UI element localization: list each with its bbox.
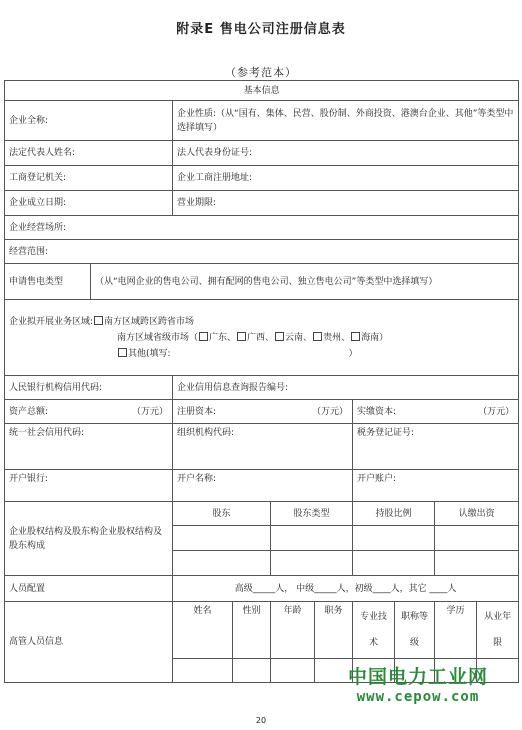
exec-age-header: 年龄: [271, 602, 315, 659]
subscribed-capital-cell[interactable]: [435, 551, 519, 576]
watermark-url: www.cepow.com: [356, 689, 480, 705]
shareholder-cell[interactable]: [173, 551, 271, 576]
checkbox-yunnan[interactable]: [275, 332, 284, 341]
checkbox-cross-region[interactable]: [94, 316, 103, 325]
exec-title-header: 职称等级: [395, 602, 435, 659]
exec-cell[interactable]: [233, 659, 271, 683]
exec-education-header: 学历: [435, 602, 477, 659]
apply-type-label: 申请售电类型: [5, 264, 91, 300]
shareholder-type-cell[interactable]: [271, 551, 353, 576]
account-name-field: 开户名称:: [173, 470, 353, 502]
exec-cell[interactable]: [173, 659, 233, 683]
subscribed-capital-cell[interactable]: [435, 526, 519, 551]
province-guangxi: 广西、: [247, 332, 275, 343]
province-guizhou: 贵州、: [323, 332, 351, 343]
share-ratio-header: 持股比例: [353, 502, 435, 526]
registration-form-table: [4, 80, 519, 683]
province-hainan: 海南: [361, 332, 380, 343]
area-label: 企业拟开展业务区域:: [9, 316, 94, 327]
paid-capital-label: 实缴资本:: [357, 406, 397, 417]
business-reg-address-field: 企业工商注册地址:: [173, 166, 519, 191]
area-other-label: 其他(填写:: [128, 348, 171, 359]
established-date-field: 企业成立日期:: [5, 191, 173, 216]
pboc-credit-code-field: 人民银行机构信用代码:: [5, 376, 173, 400]
registered-capital-label: 注册资本:: [177, 406, 217, 417]
exec-years-header: 从业年限: [477, 602, 519, 659]
shareholding-label: 企业股权结构及股东构企业股权结构及股东构成: [5, 502, 173, 576]
checkbox-other[interactable]: [118, 348, 127, 357]
area-provincial-prefix: 南方区域省级市场（: [117, 332, 199, 343]
share-ratio-cell[interactable]: [353, 551, 435, 576]
paid-capital-field: [353, 400, 519, 424]
account-no-field: 开户账户:: [353, 470, 519, 502]
tax-reg-no-field: 税务登记证号:: [353, 424, 519, 470]
business-premises-field: 企业经营场所:: [5, 216, 519, 240]
org-code-field: 组织机构代码:: [173, 424, 353, 470]
checkbox-guangxi[interactable]: [237, 332, 246, 341]
exec-cell[interactable]: [271, 659, 315, 683]
checkbox-guizhou[interactable]: [313, 332, 322, 341]
exec-profession-header: 专业技术: [353, 602, 395, 659]
company-nature-field: 企业性质:（从“国有、集体、民营、股份制、外商投资、港澳台企业、其他”等类型中选择填写）: [173, 101, 519, 141]
checkbox-guangdong[interactable]: [199, 332, 208, 341]
exec-name-header: 姓名: [173, 602, 233, 659]
staff-label: 人员配置: [5, 576, 173, 602]
business-scope-field: 经营范围:: [5, 240, 519, 264]
province-yunnan: 云南、: [285, 332, 313, 343]
staff-config: 高级_____人， 中级_____人，初级____人，其它 ____人: [173, 576, 519, 602]
business-area-field: [5, 300, 519, 376]
apply-type-value: （从“电网企业的售电公司、拥有配网的售电公司、独立售电公司”等类型中选择填写）: [91, 264, 519, 300]
legal-rep-field: 法定代表人姓名:: [5, 141, 173, 166]
exec-gender-header: 性别: [233, 602, 271, 659]
exec-cell[interactable]: [315, 659, 353, 683]
province-guangdong: 广东、: [209, 332, 237, 343]
subscribed-capital-header: 认缴出资: [435, 502, 519, 526]
checkbox-hainan[interactable]: [351, 332, 360, 341]
shareholder-type-header: 股东类型: [271, 502, 353, 526]
share-ratio-cell[interactable]: [353, 526, 435, 551]
bank-field: 开户银行:: [5, 470, 173, 502]
area-other-close: ）: [348, 348, 358, 359]
page-subtitle: （参考范本）: [225, 66, 297, 79]
business-term-field: 营业期限:: [173, 191, 519, 216]
registered-capital-unit: （万元）: [311, 406, 348, 417]
exec-position-header: 职务: [315, 602, 353, 659]
paid-capital-unit: （万元）: [478, 406, 515, 417]
registered-capital-field: [173, 400, 353, 424]
watermark-title: 中国电力工业网: [348, 666, 489, 688]
business-reg-authority-field: 工商登记机关:: [5, 166, 173, 191]
watermark: [348, 662, 488, 705]
unified-credit-code-field: 统一社会信用代码:: [5, 424, 173, 470]
area-provincial-suffix: ）: [379, 332, 389, 343]
total-assets-field: [5, 400, 173, 424]
page-number: 20: [255, 716, 267, 725]
credit-report-no-field: 企业信用信息查询报告编号:: [173, 376, 519, 400]
area-option-cross-region: 南方区域跨区跨省市场: [104, 316, 195, 327]
shareholder-cell[interactable]: [173, 526, 271, 551]
total-assets-label: 资产总额:: [9, 406, 49, 417]
legal-rep-id-field: 法人代表身份证号:: [173, 141, 519, 166]
company-name-field: 企业全称:: [5, 101, 173, 141]
section-header: 基本信息: [5, 81, 519, 101]
page-title: 附录E 售电公司注册信息表: [176, 22, 346, 37]
shareholder-type-cell[interactable]: [271, 526, 353, 551]
executive-label: 高管人员信息: [5, 602, 173, 683]
total-assets-unit: （万元）: [131, 406, 168, 417]
shareholder-header: 股东: [173, 502, 271, 526]
